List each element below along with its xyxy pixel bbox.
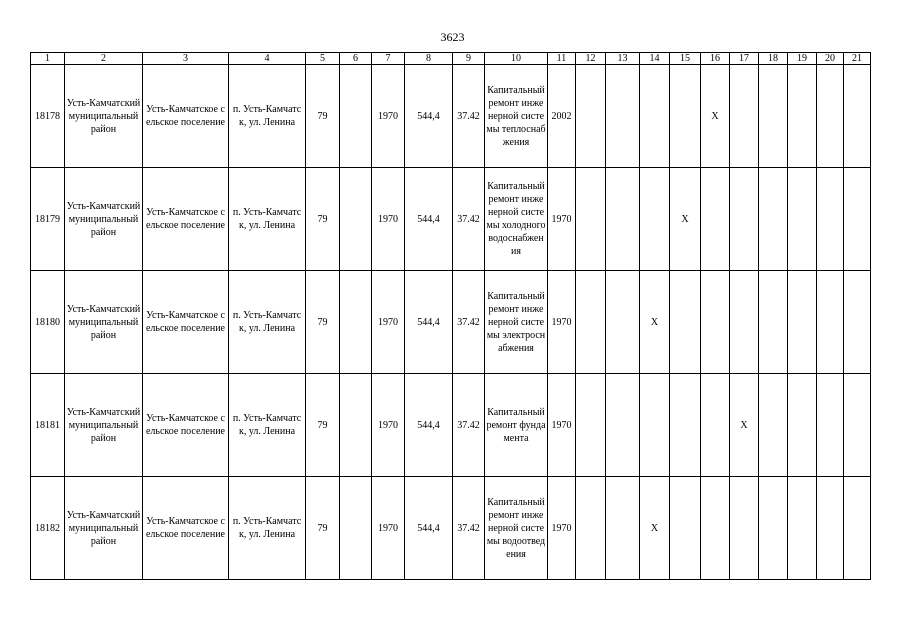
- column-number-cell: 15: [670, 53, 701, 65]
- table-cell: [844, 65, 871, 168]
- table-cell: [640, 65, 670, 168]
- table-cell: 1970: [548, 374, 576, 477]
- table-cell: 37.42: [453, 374, 485, 477]
- table-cell: [606, 374, 640, 477]
- table-cell: 37.42: [453, 168, 485, 271]
- table-cell: [759, 168, 788, 271]
- table-cell: [844, 477, 871, 580]
- table-cell: [670, 271, 701, 374]
- table-cell: 37.42: [453, 65, 485, 168]
- table-cell: 79: [306, 477, 340, 580]
- table-cell: [640, 374, 670, 477]
- table-cell: [730, 271, 759, 374]
- table-cell: [730, 168, 759, 271]
- table-cell: Усть-Камчатский муниципальный район: [65, 477, 143, 580]
- table-cell: 18181: [31, 374, 65, 477]
- table-cell: [788, 168, 817, 271]
- table-cell: 1970: [372, 374, 405, 477]
- column-number-cell: 20: [817, 53, 844, 65]
- table-cell: [640, 168, 670, 271]
- column-number-cell: 18: [759, 53, 788, 65]
- column-number-cell: 8: [405, 53, 453, 65]
- table-cell: [701, 168, 730, 271]
- table-cell: [788, 271, 817, 374]
- table-cell: [670, 374, 701, 477]
- column-number-cell: 10: [485, 53, 548, 65]
- table-cell: X: [640, 271, 670, 374]
- table-cell: [576, 477, 606, 580]
- table-row: [31, 65, 871, 168]
- table-cell: [701, 477, 730, 580]
- table-cell: [817, 168, 844, 271]
- table-cell: 18180: [31, 271, 65, 374]
- table-cell: 79: [306, 271, 340, 374]
- table-cell: Капитальный ремонт инженерной системы теплоснабжения: [485, 65, 548, 168]
- table-cell: 544,4: [405, 168, 453, 271]
- table-cell: [817, 271, 844, 374]
- table-cell: 79: [306, 374, 340, 477]
- column-number-cell: 14: [640, 53, 670, 65]
- column-number-cell: 21: [844, 53, 871, 65]
- table-cell: п. Усть-Камчатск, ул. Ленина: [229, 374, 306, 477]
- table-cell: 544,4: [405, 477, 453, 580]
- table-cell: 1970: [548, 271, 576, 374]
- column-number-cell: 9: [453, 53, 485, 65]
- table-cell: [606, 65, 640, 168]
- table-cell: [576, 271, 606, 374]
- column-number-cell: 3: [143, 53, 229, 65]
- table-cell: Капитальный ремонт фундамента: [485, 374, 548, 477]
- table-cell: п. Усть-Камчатск, ул. Ленина: [229, 477, 306, 580]
- table-cell: п. Усть-Камчатск, ул. Ленина: [229, 65, 306, 168]
- table-cell: X: [730, 374, 759, 477]
- table-cell: X: [640, 477, 670, 580]
- table-cell: 544,4: [405, 271, 453, 374]
- table-cell: [844, 168, 871, 271]
- table-cell: [340, 374, 372, 477]
- table-cell: 1970: [548, 477, 576, 580]
- table-cell: [670, 477, 701, 580]
- column-number-cell: 19: [788, 53, 817, 65]
- table-cell: [340, 65, 372, 168]
- table-cell: [759, 477, 788, 580]
- table-cell: [606, 477, 640, 580]
- table-cell: 79: [306, 65, 340, 168]
- table-cell: [340, 477, 372, 580]
- table-cell: Усть-Камчатский муниципальный район: [65, 168, 143, 271]
- table-cell: 1970: [372, 271, 405, 374]
- column-number-cell: 4: [229, 53, 306, 65]
- table-cell: [759, 271, 788, 374]
- table-cell: X: [670, 168, 701, 271]
- table-cell: [606, 168, 640, 271]
- table-cell: [817, 65, 844, 168]
- column-number-cell: 17: [730, 53, 759, 65]
- table-cell: 1970: [372, 168, 405, 271]
- table-cell: [730, 65, 759, 168]
- table-cell: Усть-Камчатское сельское поселение: [143, 271, 229, 374]
- table-cell: [788, 477, 817, 580]
- column-number-cell: 13: [606, 53, 640, 65]
- table-cell: [576, 65, 606, 168]
- table-cell: Усть-Камчатский муниципальный район: [65, 65, 143, 168]
- table-cell: [844, 374, 871, 477]
- table-cell: Усть-Камчатский муниципальный район: [65, 374, 143, 477]
- table-cell: [730, 477, 759, 580]
- page-number: 3623: [440, 30, 465, 44]
- table-cell: 79: [306, 168, 340, 271]
- table-cell: [701, 271, 730, 374]
- column-number-cell: 5: [306, 53, 340, 65]
- table-cell: Усть-Камчатское сельское поселение: [143, 477, 229, 580]
- column-number-cell: 2: [65, 53, 143, 65]
- table-cell: [670, 65, 701, 168]
- table-cell: [759, 374, 788, 477]
- table-row: [31, 374, 871, 477]
- table-cell: [817, 374, 844, 477]
- table-cell: 1970: [372, 477, 405, 580]
- column-number-cell: 16: [701, 53, 730, 65]
- table-cell: [817, 477, 844, 580]
- table-cell: [576, 374, 606, 477]
- column-number-cell: 6: [340, 53, 372, 65]
- table-cell: Капитальный ремонт инженерной системы электроснабжения: [485, 271, 548, 374]
- table-row: [31, 477, 871, 580]
- column-number-row: [31, 53, 871, 65]
- table-cell: [576, 168, 606, 271]
- table-cell: 544,4: [405, 65, 453, 168]
- table-cell: [340, 168, 372, 271]
- table-cell: п. Усть-Камчатск, ул. Ленина: [229, 168, 306, 271]
- table-row: [31, 168, 871, 271]
- table-cell: 37.42: [453, 477, 485, 580]
- table-cell: 2002: [548, 65, 576, 168]
- table-cell: Усть-Камчатское сельское поселение: [143, 65, 229, 168]
- table-cell: 544,4: [405, 374, 453, 477]
- table-cell: [788, 65, 817, 168]
- column-number-cell: 11: [548, 53, 576, 65]
- table-row: [31, 271, 871, 374]
- column-number-cell: 12: [576, 53, 606, 65]
- table-cell: [759, 65, 788, 168]
- table-cell: Усть-Камчатское сельское поселение: [143, 374, 229, 477]
- table-cell: Капитальный ремонт инженерной системы холодного водоснабжения: [485, 168, 548, 271]
- table-cell: [340, 271, 372, 374]
- column-number-cell: 7: [372, 53, 405, 65]
- table-cell: Капитальный ремонт инженерной системы водоотведения: [485, 477, 548, 580]
- table-cell: 18182: [31, 477, 65, 580]
- table-cell: [606, 271, 640, 374]
- table-cell: 1970: [372, 65, 405, 168]
- table-cell: Усть-Камчатское сельское поселение: [143, 168, 229, 271]
- table-cell: 18179: [31, 168, 65, 271]
- table-cell: Усть-Камчатский муниципальный район: [65, 271, 143, 374]
- table-cell: 18178: [31, 65, 65, 168]
- table-cell: X: [701, 65, 730, 168]
- column-number-cell: 1: [31, 53, 65, 65]
- table-cell: [788, 374, 817, 477]
- table-cell: [844, 271, 871, 374]
- table-cell: п. Усть-Камчатск, ул. Ленина: [229, 271, 306, 374]
- table-cell: [701, 374, 730, 477]
- data-table: [30, 52, 871, 580]
- table-cell: 1970: [548, 168, 576, 271]
- table-cell: 37.42: [453, 271, 485, 374]
